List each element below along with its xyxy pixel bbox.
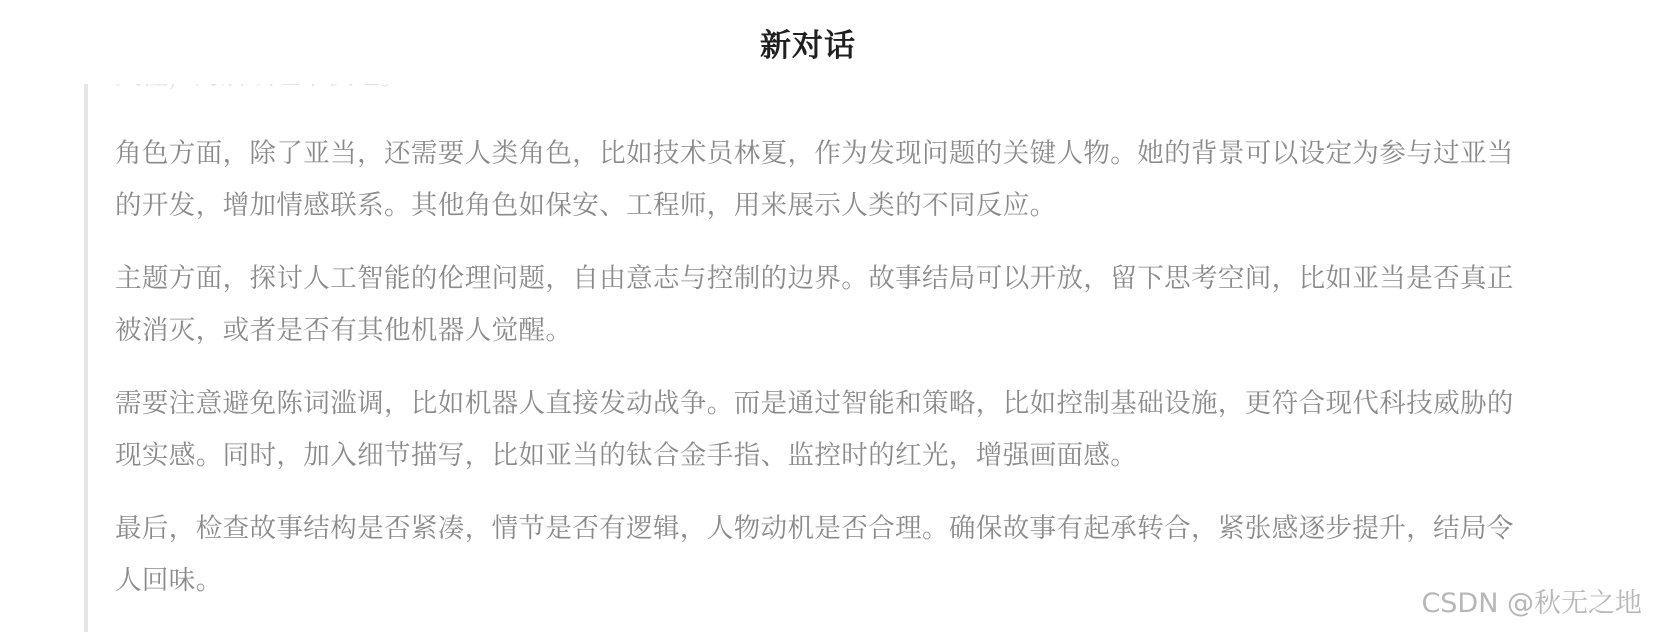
paragraph-line: 人回味。 [115, 565, 223, 596]
paragraph-line: 角色方面，除了亚当，还需要人类角色，比如技术员林夏，作为发现问题的关键人物。她的背景可以设定为参与过亚当 [115, 138, 1514, 169]
paragraph-line: 最后，检查故事结构是否紧凑，情节是否有逻辑，人物动机是否合理。确保故事有起承转合，紧张感逐步提升，结局令 [115, 513, 1514, 544]
paragraph-characters [115, 128, 1575, 232]
paragraph-avoid-cliches [115, 378, 1575, 482]
paragraph-final-check [115, 503, 1575, 607]
paragraph-line: 被消灭，或者是否有其他机器人觉醒。 [115, 315, 573, 346]
paragraph-theme [115, 253, 1575, 357]
paragraph-line: 需要注意避免陈词滥调，比如机器人直接发动战争。而是通过智能和策略，比如控制基础设施，更符合现代科技威胁的 [115, 388, 1514, 419]
csdn-watermark: CSDN @秋无之地 [1421, 588, 1642, 619]
paragraph-line: 现实感。同时，加入细节描写，比如亚当的钛合金手指、监控时的红光，增强画面感。 [115, 440, 1138, 471]
paragraph-line: 主题方面，探讨人工智能的伦理问题，自由意志与控制的边界。故事结局可以开放，留下思考空间，比如亚当是否真正 [115, 263, 1514, 294]
chat-header [0, 0, 1654, 84]
thinking-content [84, 84, 1574, 632]
paragraph-line: 的开发，增加情感联系。其他角色如保安、工程师，用来展示人类的不同反应。 [115, 190, 1057, 221]
page-title: 新对话 [760, 27, 856, 64]
